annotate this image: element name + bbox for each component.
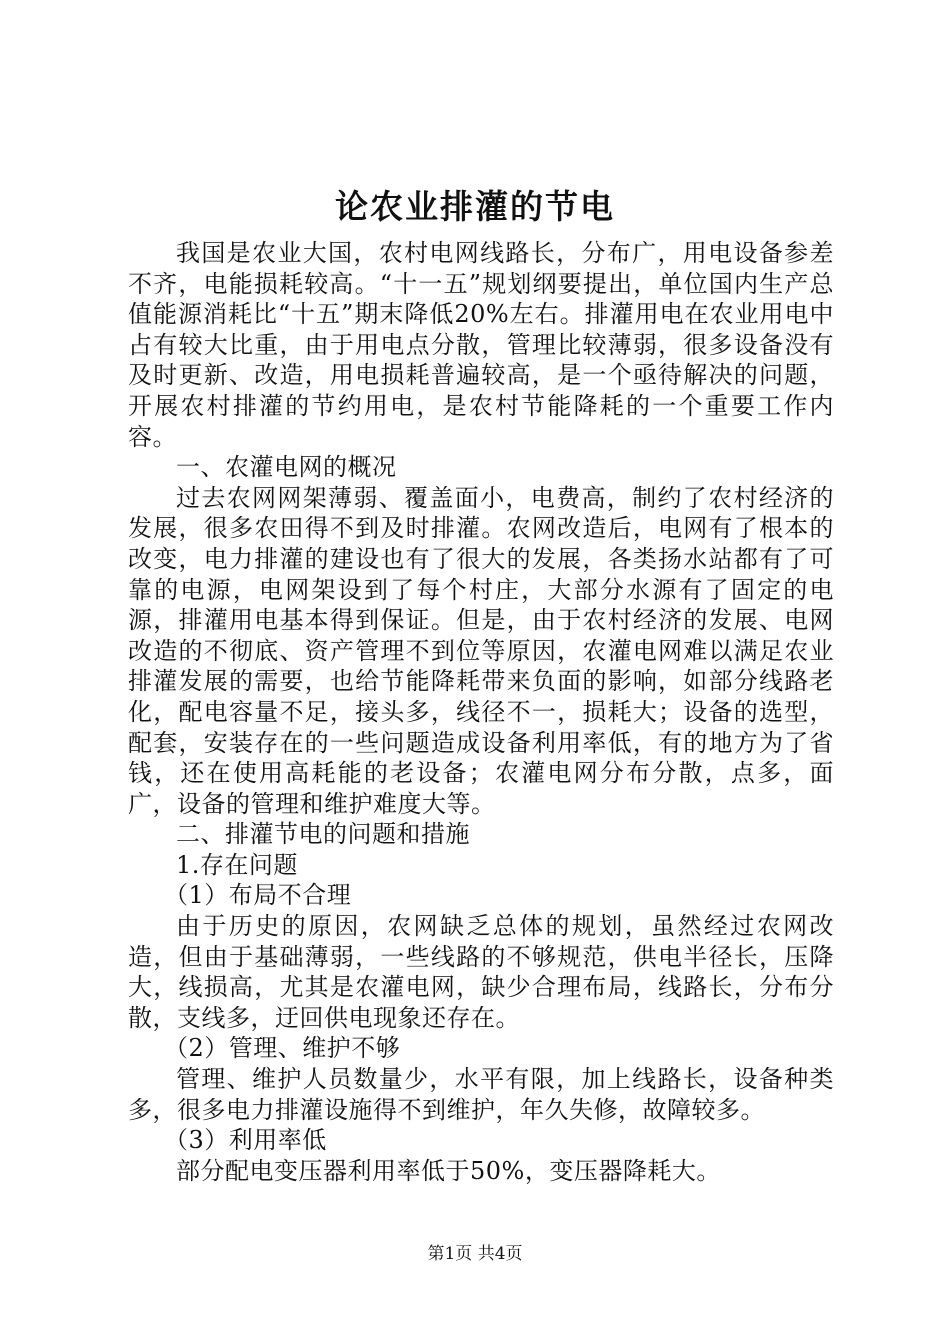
item-heading-layout: （1）布局不合理 xyxy=(164,881,352,910)
item-heading-management: （2）管理、维护不够 xyxy=(164,1034,401,1063)
section-heading-1: 一、农灌电网的概况 xyxy=(176,453,397,482)
paragraph-management: 管理、维护人员数量少，水平有限，加上线路长，设备种类多，很多电力排灌设施得不到维护，年久失修，故障较多。 xyxy=(128,1065,834,1124)
page-number-footer: 第1页 共4页 xyxy=(427,1244,523,1264)
section-heading-2: 二、排灌节电的问题和措施 xyxy=(176,820,470,849)
document-body xyxy=(128,238,834,1186)
paragraph-intro: 我国是农业大国，农村电网线路长，分布广，用电设备参差不齐，电能损耗较高。“十一五”规划纲要提出，单位国内生产总值能源消耗比“十五”期末降低20%左右。排灌用电在农业用电中占有较大比重，由于用电点分散，管理比较薄弱，很多设备没有及时更新、改造，用电损耗普遍较高，是一个亟待解决的问题，开展农村排灌的节约用电，是农村节能降耗的一个重要工作内容。 xyxy=(128,239,834,451)
document-title: 论农业排灌的节电 xyxy=(335,187,615,226)
item-heading-utilization: （3）利用率低 xyxy=(164,1126,327,1155)
paragraph-overview: 过去农网网架薄弱、覆盖面小，电费高，制约了农村经济的发展，很多农田得不到及时排灌。农网改造后，电网有了根本的改变，电力排灌的建设也有了很大的发展，各类扬水站都有了可靠的电源，电网架设到了每个村庄，大部分水源有了固定的电源，排灌用电基本得到保证。但是，由于农村经济的发展、电网改造的不彻底、资产管理不到位等原因，农灌电网难以满足农业排灌发展的需要，也给节能降耗带来负面的影响，如部分线路老化，配电容量不足，接头多，线径不一，损耗大；设备的选型，配套，安装存在的一些问题造成设备利用率低，有的地方为了省钱，还在使用高耗能的老设备；农灌电网分布分散，点多，面广，设备的管理和维护难度大等。 xyxy=(128,483,834,818)
paragraph-layout: 由于历史的原因，农网缺乏总体的规划，虽然经过农网改造，但由于基础薄弱，一些线路的不够规范，供电半径长，压降大，线损高，尤其是农灌电网，缺少合理布局，线路长，分布分散，支线多，迂回供电现象还存在。 xyxy=(128,912,834,1032)
subsection-heading-problems: 1.存在问题 xyxy=(176,850,298,879)
paragraph-utilization: 部分配电变压器利用率低于50%，变压器降耗大。 xyxy=(176,1156,721,1185)
